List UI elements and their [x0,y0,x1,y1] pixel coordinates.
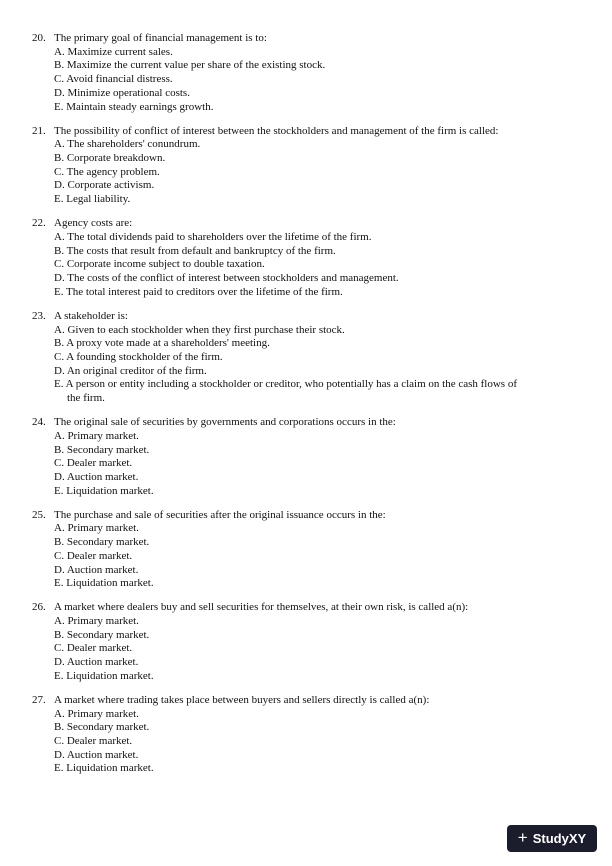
option-b: B. Corporate breakdown. [54,152,166,165]
option-a: A. The shareholders' conundrum. [54,138,201,151]
option-b: B. Secondary market. [54,721,150,734]
option-c: C. Dealer market. [54,549,133,562]
question-text: A market where trading takes place between buyers and sellers directly is called a(n): [54,693,430,706]
question-text: Agency costs are: [54,217,133,230]
option-a: A. Primary market. [54,707,139,720]
option-c: C. Corporate income subject to double taxation. [54,258,265,271]
option-d: D. An original creditor of the firm. [54,364,207,377]
option-b: B. Secondary market. [54,536,150,549]
option-c: C. A founding stockholder of the firm. [54,350,223,363]
question-number: 22. [32,217,46,230]
option-c: C. Dealer market. [54,642,133,655]
question-number: 20. [32,32,46,44]
option-d: D. Auction market. [54,563,139,576]
option-e-line2: the firm. [67,392,105,405]
option-d: D. Auction market. [54,470,139,483]
option-b: B. A proxy vote made at a shareholders' meeting. [54,337,270,350]
option-b: B. Secondary market. [54,628,150,641]
option-e [32,378,604,405]
option-e: E. Maintain steady earnings growth. [54,100,214,113]
option-a: A. Primary market. [54,615,139,628]
option-d: D. Corporate activism. [54,179,155,192]
question-24 [32,416,604,498]
option-c: C. Avoid financial distress. [54,73,173,86]
question-25 [32,509,604,591]
option-a: A. Primary market. [54,522,139,535]
option-e: E. Liquidation market. [54,762,154,775]
option-a: A. Primary market. [54,429,139,442]
option-a: A. The total dividends paid to shareholders over the lifetime of the firm. [54,230,372,243]
option-e: E. The total interest paid to creditors over the lifetime of the firm. [54,285,343,298]
option-d: D. Minimize operational costs. [54,86,190,99]
option-c: C. The agency problem. [54,165,160,178]
option-e: E. Legal liability. [54,193,131,206]
question-26 [32,601,604,683]
question-text: The original sale of securities by governments and corporations occurs in the: [54,416,396,429]
option-b: B. Maximize the current value per share of the existing stock. [54,59,326,72]
option-e: E. Liquidation market. [54,484,154,497]
question-number: 27. [32,693,46,706]
question-text: The purchase and sale of securities after the original issuance occurs in the: [54,508,386,521]
question-23 [32,310,604,406]
question-text: The primary goal of financial management is to: [54,32,267,44]
question-number: 21. [32,124,46,137]
option-a: A. Maximize current sales. [54,45,173,58]
question-20 [32,32,604,114]
question-list [32,32,604,787]
question-text: A stakeholder is: [54,309,128,322]
option-e: E. Liquidation market. [54,577,154,590]
option-e-line1: E. A person or entity including a stockholder or creditor, who potentially has a claim on the cash flows of [54,378,517,391]
option-d: D. The costs of the conflict of interest between stockholders and management. [54,272,399,285]
question-number: 24. [32,416,46,429]
option-c: C. Dealer market. [54,457,133,470]
question-27 [32,694,604,776]
option-b: B. Secondary market. [54,443,150,456]
option-d: D. Auction market. [54,656,139,669]
option-a: A. Given to each stockholder when they first purchase their stock. [54,323,345,336]
question-text: A market where dealers buy and sell securities for themselves, at their own risk, is called a(n): [54,601,469,614]
plus-icon: + [517,828,528,847]
question-number: 26. [32,601,46,614]
option-d: D. Auction market. [54,748,139,761]
question-number: 23. [32,309,46,322]
studyxy-badge[interactable] [507,825,597,852]
option-b: B. The costs that result from default and bankruptcy of the firm. [54,244,336,257]
question-21 [32,125,604,207]
question-text: The possibility of conflict of interest between the stockholders and management of the firm is called: [54,124,499,137]
question-number: 25. [32,508,46,521]
badge-label: StudyXY [532,830,587,846]
question-22 [32,217,604,299]
option-c: C. Dealer market. [54,735,133,748]
option-e: E. Liquidation market. [54,669,154,682]
